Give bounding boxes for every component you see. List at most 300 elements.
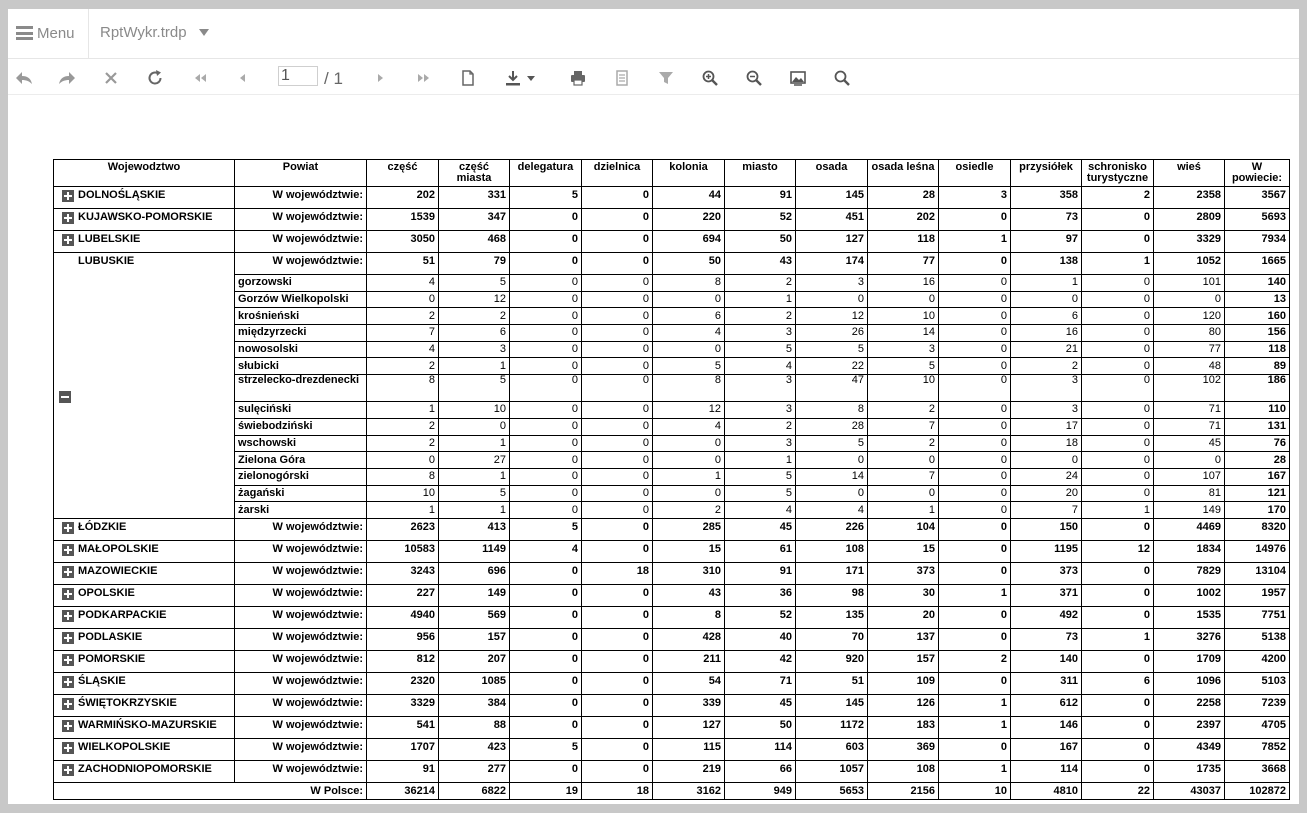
value-cell: 2 bbox=[868, 435, 939, 452]
value-cell: 4 bbox=[725, 358, 796, 375]
toggle-view-button[interactable] bbox=[787, 67, 809, 89]
value-cell: 1709 bbox=[1154, 650, 1225, 672]
value-cell: 45 bbox=[1154, 435, 1225, 452]
wojewodztwo-name: OPOLSKIE bbox=[78, 586, 135, 599]
value-cell: 541 bbox=[367, 716, 439, 738]
value-cell: 12 bbox=[439, 291, 510, 308]
powiat-name: Zielona Góra bbox=[235, 452, 367, 469]
report-page bbox=[53, 159, 1290, 800]
value-cell: 5 bbox=[439, 485, 510, 502]
value-cell: 140 bbox=[1225, 275, 1290, 292]
group-label: W województwie: bbox=[235, 672, 367, 694]
total-value: 36214 bbox=[367, 782, 439, 799]
value-cell: 0 bbox=[367, 291, 439, 308]
value-cell: 45 bbox=[725, 694, 796, 716]
group-label: W województwie: bbox=[235, 738, 367, 760]
value-cell: 4 bbox=[796, 502, 868, 519]
value-cell: 51 bbox=[796, 672, 868, 694]
value-cell: 4 bbox=[510, 540, 582, 562]
value-cell: 1 bbox=[653, 468, 725, 485]
expand-icon[interactable] bbox=[62, 720, 74, 732]
value-cell: 2 bbox=[1011, 358, 1082, 375]
value-cell: 0 bbox=[510, 485, 582, 502]
column-header: przysiółek bbox=[1011, 160, 1082, 187]
value-cell: 2 bbox=[725, 418, 796, 435]
value-cell: 311 bbox=[1011, 672, 1082, 694]
zoom-out-button[interactable] bbox=[743, 67, 765, 89]
value-cell: 8 bbox=[796, 402, 868, 419]
value-cell: 7934 bbox=[1225, 231, 1290, 253]
wojewodztwo-name: ŚLĄSKIE bbox=[78, 674, 126, 687]
value-cell: 0 bbox=[510, 672, 582, 694]
value-cell: 8 bbox=[653, 606, 725, 628]
value-cell: 956 bbox=[367, 628, 439, 650]
value-cell: 451 bbox=[796, 209, 868, 231]
column-header: osada leśna bbox=[868, 160, 939, 187]
value-cell: 0 bbox=[510, 325, 582, 342]
value-cell: 7 bbox=[868, 468, 939, 485]
group-label: W województwie: bbox=[235, 650, 367, 672]
value-cell: 0 bbox=[1082, 358, 1154, 375]
export-button[interactable] bbox=[502, 67, 524, 89]
value-cell: 51 bbox=[367, 253, 439, 275]
value-cell: 0 bbox=[1082, 518, 1154, 540]
powiat-name: międzyrzecki bbox=[235, 325, 367, 342]
page-number-input[interactable] bbox=[278, 66, 318, 86]
refresh-button[interactable] bbox=[144, 67, 166, 89]
value-cell: 18 bbox=[582, 562, 653, 584]
value-cell: 2 bbox=[1082, 187, 1154, 209]
value-cell: 0 bbox=[582, 540, 653, 562]
value-cell: 73 bbox=[1011, 209, 1082, 231]
next-page-button[interactable] bbox=[369, 67, 391, 89]
value-cell: 20 bbox=[1011, 485, 1082, 502]
value-cell: 7 bbox=[367, 325, 439, 342]
value-cell: 0 bbox=[582, 253, 653, 275]
value-cell: 603 bbox=[796, 738, 868, 760]
expand-icon[interactable] bbox=[62, 632, 74, 644]
value-cell: 26 bbox=[796, 325, 868, 342]
value-cell: 347 bbox=[439, 209, 510, 231]
value-cell: 0 bbox=[939, 452, 1011, 469]
table-row bbox=[54, 253, 1290, 275]
group-label: W województwie: bbox=[235, 209, 367, 231]
value-cell: 0 bbox=[1082, 650, 1154, 672]
value-cell: 0 bbox=[582, 275, 653, 292]
column-header: część miasta bbox=[439, 160, 510, 187]
value-cell: 0 bbox=[1082, 308, 1154, 325]
value-cell: 115 bbox=[653, 738, 725, 760]
value-cell: 423 bbox=[439, 738, 510, 760]
value-cell: 694 bbox=[653, 231, 725, 253]
value-cell: 5 bbox=[725, 468, 796, 485]
value-cell: 0 bbox=[939, 275, 1011, 292]
value-cell: 4200 bbox=[1225, 650, 1290, 672]
document-map-icon bbox=[613, 69, 631, 87]
value-cell: 331 bbox=[439, 187, 510, 209]
value-cell: 3 bbox=[725, 435, 796, 452]
group-label: W województwie: bbox=[235, 518, 367, 540]
collapse-icon[interactable] bbox=[59, 391, 71, 403]
group-label: W województwie: bbox=[235, 253, 367, 275]
wojewodztwo-name: MAŁOPOLSKIE bbox=[78, 542, 159, 555]
parameters-button[interactable] bbox=[655, 67, 677, 89]
wojewodztwo-cell bbox=[54, 231, 235, 253]
value-cell: 211 bbox=[653, 650, 725, 672]
value-cell: 0 bbox=[582, 418, 653, 435]
value-cell: 12 bbox=[1082, 540, 1154, 562]
value-cell: 2 bbox=[725, 308, 796, 325]
value-cell: 0 bbox=[582, 452, 653, 469]
value-cell: 0 bbox=[582, 716, 653, 738]
value-cell: 97 bbox=[1011, 231, 1082, 253]
stop-button[interactable] bbox=[100, 67, 122, 89]
detail-row bbox=[54, 358, 1290, 375]
expand-icon[interactable] bbox=[62, 212, 74, 224]
value-cell: 2809 bbox=[1154, 209, 1225, 231]
value-cell: 0 bbox=[510, 358, 582, 375]
value-cell: 226 bbox=[796, 518, 868, 540]
value-cell: 15 bbox=[653, 540, 725, 562]
value-cell: 0 bbox=[939, 325, 1011, 342]
powiat-name: Gorzów Wielkopolski bbox=[235, 291, 367, 308]
value-cell: 0 bbox=[939, 253, 1011, 275]
value-cell: 0 bbox=[582, 584, 653, 606]
value-cell: 108 bbox=[868, 760, 939, 782]
detail-row bbox=[54, 435, 1290, 452]
wojewodztwo-cell bbox=[54, 209, 235, 231]
export-dropdown-button[interactable] bbox=[524, 67, 538, 89]
value-cell: 202 bbox=[367, 187, 439, 209]
value-cell: 0 bbox=[582, 694, 653, 716]
expand-icon[interactable] bbox=[62, 522, 74, 534]
value-cell: 0 bbox=[939, 375, 1011, 402]
value-cell: 7829 bbox=[1154, 562, 1225, 584]
value-cell: 5 bbox=[510, 738, 582, 760]
forward-button[interactable] bbox=[56, 67, 78, 89]
value-cell: 10583 bbox=[367, 540, 439, 562]
value-cell: 1 bbox=[1082, 628, 1154, 650]
value-cell: 135 bbox=[796, 606, 868, 628]
wojewodztwo-cell bbox=[54, 253, 235, 275]
table-row bbox=[54, 562, 1290, 584]
previous-page-button[interactable] bbox=[232, 67, 254, 89]
value-cell: 3276 bbox=[1154, 628, 1225, 650]
column-header: W powiecie: bbox=[1225, 160, 1290, 187]
value-cell: 1 bbox=[725, 291, 796, 308]
value-cell: 4705 bbox=[1225, 716, 1290, 738]
value-cell: 0 bbox=[653, 291, 725, 308]
value-cell: 140 bbox=[1011, 650, 1082, 672]
value-cell: 0 bbox=[510, 694, 582, 716]
expand-icon[interactable] bbox=[62, 698, 74, 710]
value-cell: 0 bbox=[582, 738, 653, 760]
value-cell: 71 bbox=[1154, 402, 1225, 419]
value-cell: 4 bbox=[653, 325, 725, 342]
value-cell: 0 bbox=[582, 358, 653, 375]
close-icon bbox=[102, 69, 120, 87]
total-value: 2156 bbox=[868, 782, 939, 799]
value-cell: 6 bbox=[1082, 672, 1154, 694]
value-cell: 22 bbox=[796, 358, 868, 375]
powiat-name: żagański bbox=[235, 485, 367, 502]
search-icon bbox=[833, 69, 851, 87]
detail-row bbox=[54, 341, 1290, 358]
value-cell: 0 bbox=[1082, 485, 1154, 502]
value-cell: 14 bbox=[868, 325, 939, 342]
expand-icon[interactable] bbox=[62, 588, 74, 600]
value-cell: 3329 bbox=[1154, 231, 1225, 253]
value-cell: 27 bbox=[439, 452, 510, 469]
value-cell: 0 bbox=[939, 628, 1011, 650]
wojewodztwo-cell bbox=[54, 738, 235, 760]
powiat-name: zielonogórski bbox=[235, 468, 367, 485]
detail-row bbox=[54, 275, 1290, 292]
value-cell: 0 bbox=[1082, 584, 1154, 606]
value-cell: 73 bbox=[1011, 628, 1082, 650]
table-row bbox=[54, 606, 1290, 628]
detail-row bbox=[54, 485, 1290, 502]
value-cell: 2 bbox=[725, 275, 796, 292]
value-cell: 413 bbox=[439, 518, 510, 540]
value-cell: 8 bbox=[367, 375, 439, 402]
expand-icon[interactable] bbox=[62, 654, 74, 666]
value-cell: 79 bbox=[439, 253, 510, 275]
value-cell: 13104 bbox=[1225, 562, 1290, 584]
value-cell: 0 bbox=[939, 418, 1011, 435]
value-cell: 7 bbox=[1011, 502, 1082, 519]
value-cell: 50 bbox=[725, 231, 796, 253]
value-cell: 0 bbox=[510, 562, 582, 584]
report-selector[interactable] bbox=[100, 24, 209, 41]
page-icon bbox=[459, 69, 477, 87]
value-cell: 80 bbox=[1154, 325, 1225, 342]
value-cell: 8 bbox=[367, 468, 439, 485]
expand-icon[interactable] bbox=[62, 544, 74, 556]
value-cell: 5 bbox=[439, 275, 510, 292]
value-cell: 0 bbox=[1011, 452, 1082, 469]
menu-button[interactable] bbox=[16, 22, 75, 44]
value-cell: 3 bbox=[725, 375, 796, 402]
value-cell: 5 bbox=[510, 518, 582, 540]
value-cell: 0 bbox=[1082, 435, 1154, 452]
detail-row bbox=[54, 418, 1290, 435]
value-cell: 0 bbox=[1082, 375, 1154, 402]
wojewodztwo-cell bbox=[54, 518, 235, 540]
value-cell: 5 bbox=[796, 435, 868, 452]
value-cell: 4469 bbox=[1154, 518, 1225, 540]
table-row bbox=[54, 760, 1290, 782]
value-cell: 4349 bbox=[1154, 738, 1225, 760]
value-cell: 0 bbox=[1082, 606, 1154, 628]
table-row bbox=[54, 716, 1290, 738]
wojewodztwo-cell bbox=[54, 716, 235, 738]
zoom-in-button[interactable] bbox=[699, 67, 721, 89]
value-cell: 3243 bbox=[367, 562, 439, 584]
wojewodztwo-cell bbox=[54, 584, 235, 606]
powiat-name: sulęciński bbox=[235, 402, 367, 419]
value-cell: 1 bbox=[1082, 253, 1154, 275]
value-cell: 71 bbox=[1154, 418, 1225, 435]
value-cell: 428 bbox=[653, 628, 725, 650]
value-cell: 1 bbox=[1082, 502, 1154, 519]
value-cell: 71 bbox=[725, 672, 796, 694]
value-cell: 569 bbox=[439, 606, 510, 628]
value-cell: 4 bbox=[367, 275, 439, 292]
column-header: delegatura bbox=[510, 160, 582, 187]
value-cell: 16 bbox=[868, 275, 939, 292]
value-cell: 121 bbox=[1225, 485, 1290, 502]
value-cell: 1 bbox=[367, 502, 439, 519]
value-cell: 43 bbox=[653, 584, 725, 606]
value-cell: 44 bbox=[653, 187, 725, 209]
value-cell: 4 bbox=[653, 418, 725, 435]
value-cell: 0 bbox=[939, 468, 1011, 485]
value-cell: 157 bbox=[439, 628, 510, 650]
total-row bbox=[54, 782, 1290, 799]
value-cell: 0 bbox=[582, 502, 653, 519]
column-header: Powiat bbox=[235, 160, 367, 187]
value-cell: 0 bbox=[582, 485, 653, 502]
expand-icon[interactable] bbox=[62, 610, 74, 622]
value-cell: 0 bbox=[1082, 291, 1154, 308]
detail-row bbox=[54, 468, 1290, 485]
group-label: W województwie: bbox=[235, 606, 367, 628]
value-cell: 310 bbox=[653, 562, 725, 584]
search-button[interactable] bbox=[831, 67, 853, 89]
group-label: W województwie: bbox=[235, 540, 367, 562]
value-cell: 6 bbox=[653, 308, 725, 325]
print-button[interactable] bbox=[567, 67, 589, 89]
print-preview-button[interactable] bbox=[457, 67, 479, 89]
value-cell: 3668 bbox=[1225, 760, 1290, 782]
value-cell: 1 bbox=[939, 760, 1011, 782]
value-cell: 3567 bbox=[1225, 187, 1290, 209]
total-value: 102872 bbox=[1225, 782, 1290, 799]
total-value: 19 bbox=[510, 782, 582, 799]
value-cell: 145 bbox=[796, 187, 868, 209]
value-cell: 30 bbox=[868, 584, 939, 606]
value-cell: 120 bbox=[1154, 308, 1225, 325]
value-cell: 0 bbox=[582, 518, 653, 540]
value-cell: 0 bbox=[510, 209, 582, 231]
value-cell: 7751 bbox=[1225, 606, 1290, 628]
value-cell: 0 bbox=[510, 584, 582, 606]
value-cell: 1096 bbox=[1154, 672, 1225, 694]
value-cell: 108 bbox=[796, 540, 868, 562]
wojewodztwo-name: ŁÓDZKIE bbox=[78, 520, 127, 533]
expand-icon[interactable] bbox=[62, 234, 74, 246]
value-cell: 10 bbox=[868, 308, 939, 325]
collapse-cell bbox=[54, 275, 235, 519]
value-cell: 0 bbox=[582, 375, 653, 402]
value-cell: 109 bbox=[868, 672, 939, 694]
group-label: W województwie: bbox=[235, 628, 367, 650]
table-row bbox=[54, 650, 1290, 672]
value-cell: 0 bbox=[510, 418, 582, 435]
value-cell: 0 bbox=[582, 650, 653, 672]
detail-row bbox=[54, 402, 1290, 419]
value-cell: 0 bbox=[510, 231, 582, 253]
value-cell: 1 bbox=[939, 584, 1011, 606]
value-cell: 5 bbox=[796, 341, 868, 358]
back-button[interactable] bbox=[13, 67, 35, 89]
value-cell: 5 bbox=[868, 358, 939, 375]
value-cell: 138 bbox=[1011, 253, 1082, 275]
value-cell: 0 bbox=[868, 452, 939, 469]
value-cell: 70 bbox=[796, 628, 868, 650]
value-cell: 1 bbox=[439, 502, 510, 519]
value-cell: 1957 bbox=[1225, 584, 1290, 606]
value-cell: 0 bbox=[796, 485, 868, 502]
value-cell: 88 bbox=[439, 716, 510, 738]
value-cell: 0 bbox=[653, 341, 725, 358]
document-map-button[interactable] bbox=[611, 67, 633, 89]
page-total: / 1 bbox=[324, 69, 343, 88]
value-cell: 0 bbox=[1082, 402, 1154, 419]
value-cell: 3 bbox=[1011, 402, 1082, 419]
value-cell: 0 bbox=[510, 606, 582, 628]
value-cell: 76 bbox=[1225, 435, 1290, 452]
expand-icon[interactable] bbox=[62, 190, 74, 202]
table-row bbox=[54, 231, 1290, 253]
value-cell: 2 bbox=[367, 308, 439, 325]
total-value: 3162 bbox=[653, 782, 725, 799]
value-cell: 2 bbox=[939, 650, 1011, 672]
table-row bbox=[54, 518, 1290, 540]
value-cell: 5 bbox=[653, 358, 725, 375]
back-arrow-icon bbox=[15, 69, 33, 87]
value-cell: 5103 bbox=[1225, 672, 1290, 694]
value-cell: 45 bbox=[725, 518, 796, 540]
group-label: W województwie: bbox=[235, 562, 367, 584]
expand-icon[interactable] bbox=[62, 764, 74, 776]
value-cell: 17 bbox=[1011, 418, 1082, 435]
last-page-button[interactable] bbox=[413, 67, 435, 89]
value-cell: 0 bbox=[510, 716, 582, 738]
column-header: część bbox=[367, 160, 439, 187]
value-cell: 137 bbox=[868, 628, 939, 650]
value-cell: 285 bbox=[653, 518, 725, 540]
total-value: 18 bbox=[582, 782, 653, 799]
value-cell: 3 bbox=[939, 187, 1011, 209]
value-cell: 5 bbox=[725, 341, 796, 358]
value-cell: 24 bbox=[1011, 468, 1082, 485]
total-value: 6822 bbox=[439, 782, 510, 799]
value-cell: 1 bbox=[439, 358, 510, 375]
value-cell: 36 bbox=[725, 584, 796, 606]
value-cell: 0 bbox=[796, 291, 868, 308]
value-cell: 118 bbox=[868, 231, 939, 253]
expand-icon[interactable] bbox=[62, 676, 74, 688]
powiat-name: nowosolski bbox=[235, 341, 367, 358]
value-cell: 47 bbox=[796, 375, 868, 402]
expand-icon[interactable] bbox=[62, 566, 74, 578]
value-cell: 2623 bbox=[367, 518, 439, 540]
value-cell: 0 bbox=[510, 468, 582, 485]
value-cell: 186 bbox=[1225, 375, 1290, 402]
value-cell: 219 bbox=[653, 760, 725, 782]
value-cell: 0 bbox=[582, 291, 653, 308]
expand-icon[interactable] bbox=[62, 742, 74, 754]
value-cell: 21 bbox=[1011, 341, 1082, 358]
group-label: W województwie: bbox=[235, 187, 367, 209]
value-cell: 0 bbox=[510, 291, 582, 308]
forward-arrow-icon bbox=[58, 69, 76, 87]
table-row bbox=[54, 540, 1290, 562]
value-cell: 42 bbox=[725, 650, 796, 672]
first-page-button[interactable] bbox=[189, 67, 211, 89]
